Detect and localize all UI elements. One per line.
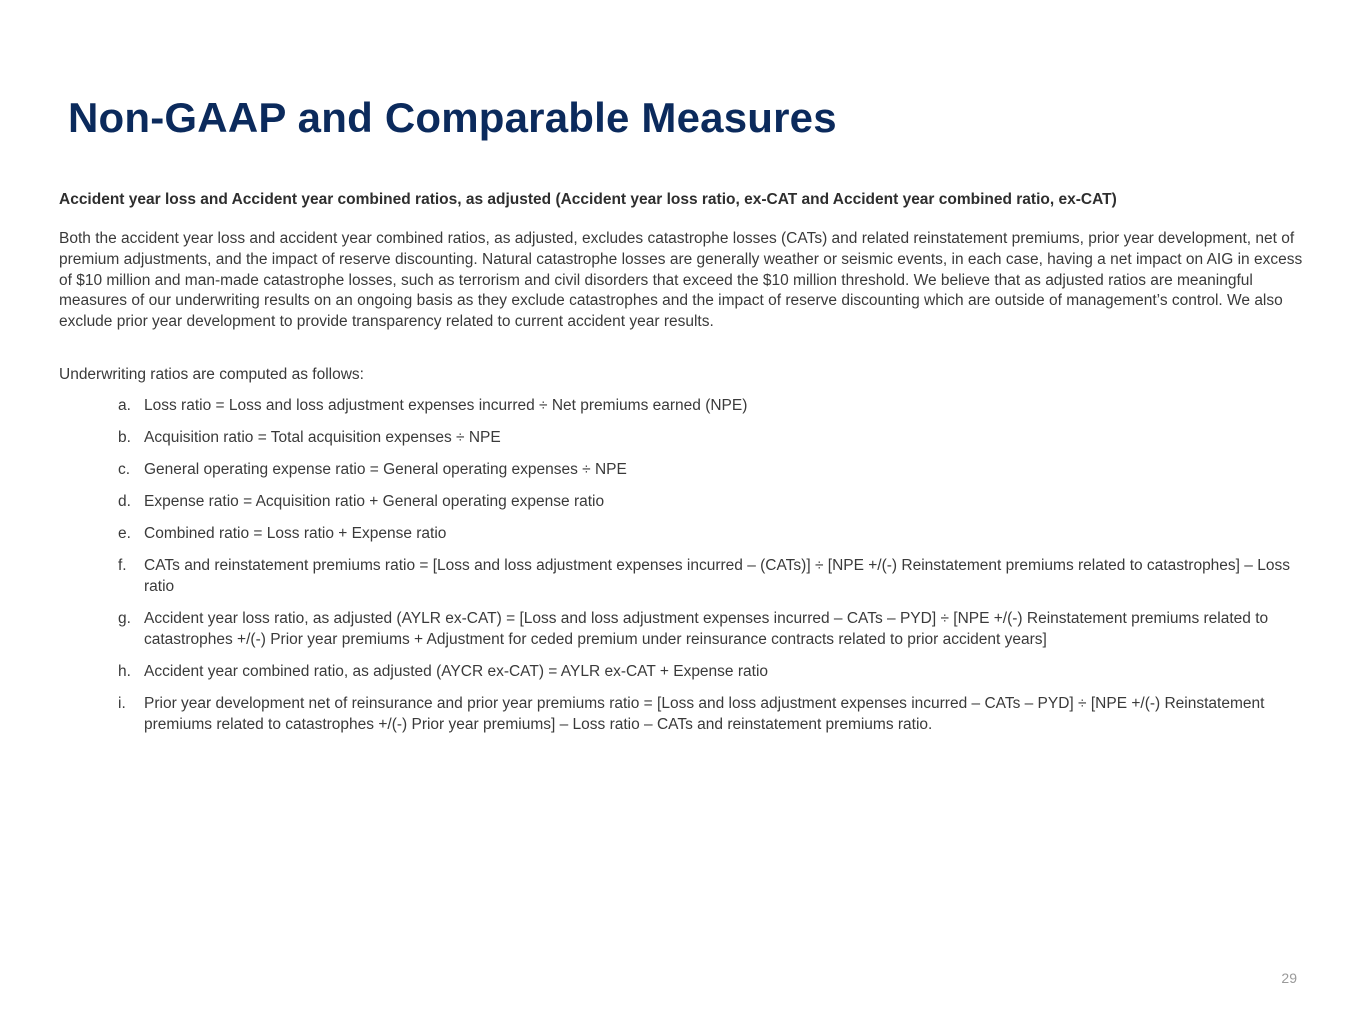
page-title: Non-GAAP and Comparable Measures [68, 94, 837, 141]
ratio-item-general-operating-expense [0, 459, 1304, 480]
ratios-intro: Underwriting ratios are computed as follows: [59, 366, 364, 383]
section-subheading: Accident year loss and Accident year combined ratios, as adjusted (Accident year loss ratio, ex-CAT and Accident year combined ratio, ex-CAT) [59, 191, 1117, 208]
ratio-definition: Accident year loss ratio, as adjusted (AYLR ex-CAT) = [Loss and loss adjustment expenses incurred – CATs – PYD] ÷ [NPE +/(-) Reinstatement premiums related to catastrophes +/(-) Prior year premiums + Adjustment for ceded premium under reinsurance contracts related to prior accident years] [144, 610, 1269, 648]
page-number: 29 [1281, 970, 1297, 986]
ratio-item-loss [0, 395, 1304, 416]
list-marker: e. [118, 525, 131, 542]
description-paragraph: Both the accident year loss and accident year combined ratios, as adjusted, excludes catastrophe losses (CATs) and related reinstatement premiums, prior year development, net of premium adjustments, and the impact of reserve discounting. Natural catastrophe losses are generally weather or seismic events, in each case, having a net impact on AIG in excess of $10 million and man-made catastrophe losses, such as terrorism and civil disorders that exceed the $10 million threshold. We believe that as adjusted ratios are meaningful measures of our underwriting results on an ongoing basis as they exclude catastrophes and the impact of reserve discounting which are outside of management’s control. We also exclude prior year development to provide transparency related to current accident year results. [59, 230, 1303, 331]
ratio-item-cats-reinstatement [0, 555, 1304, 597]
ratio-definition: Loss ratio = Loss and loss adjustment expenses incurred ÷ Net premiums earned (NPE) [144, 397, 748, 414]
list-marker: g. [118, 610, 131, 627]
ratio-definition: Accident year combined ratio, as adjusted (AYCR ex-CAT) = AYLR ex-CAT + Expense ratio [144, 663, 769, 680]
ratio-definition: Acquisition ratio = Total acquisition expenses ÷ NPE [144, 429, 501, 446]
ratio-item-combined [0, 523, 1304, 544]
ratio-item-aylr-ex-cat [0, 608, 1304, 650]
ratio-definition: Prior year development net of reinsurance and prior year premiums ratio = [Loss and loss adjustment expenses incurred – CATs – PYD] ÷ [NPE +/(-) Reinstatement premiums related to catastrophes +/(-) Prior year premiums] – Loss ratio – CATs and reinstatement premiums ratio. [144, 695, 1265, 733]
list-marker: a. [118, 397, 131, 414]
list-marker: i. [118, 695, 126, 712]
ratio-definition: Combined ratio = Loss ratio + Expense ratio [144, 525, 447, 542]
ratio-item-aycr-ex-cat [0, 661, 1304, 682]
list-marker: c. [118, 461, 131, 478]
ratio-item-acquisition [0, 427, 1304, 448]
list-marker: d. [118, 493, 131, 510]
ratio-definition: CATs and reinstatement premiums ratio = [Loss and loss adjustment expenses incurred – (CATs)] ÷ [NPE +/(-) Reinstatement premiums related to catastrophes] – Loss ratio [144, 557, 1290, 595]
ratio-definition: General operating expense ratio = General operating expenses ÷ NPE [144, 461, 627, 478]
ratio-definition: Expense ratio = Acquisition ratio + General operating expense ratio [144, 493, 605, 510]
list-marker: b. [118, 429, 131, 446]
list-marker: h. [118, 663, 131, 680]
list-marker: f. [118, 557, 127, 574]
ratio-item-expense [0, 491, 1304, 512]
ratio-item-prior-year-development [0, 693, 1304, 735]
ratio-list [0, 395, 1365, 746]
